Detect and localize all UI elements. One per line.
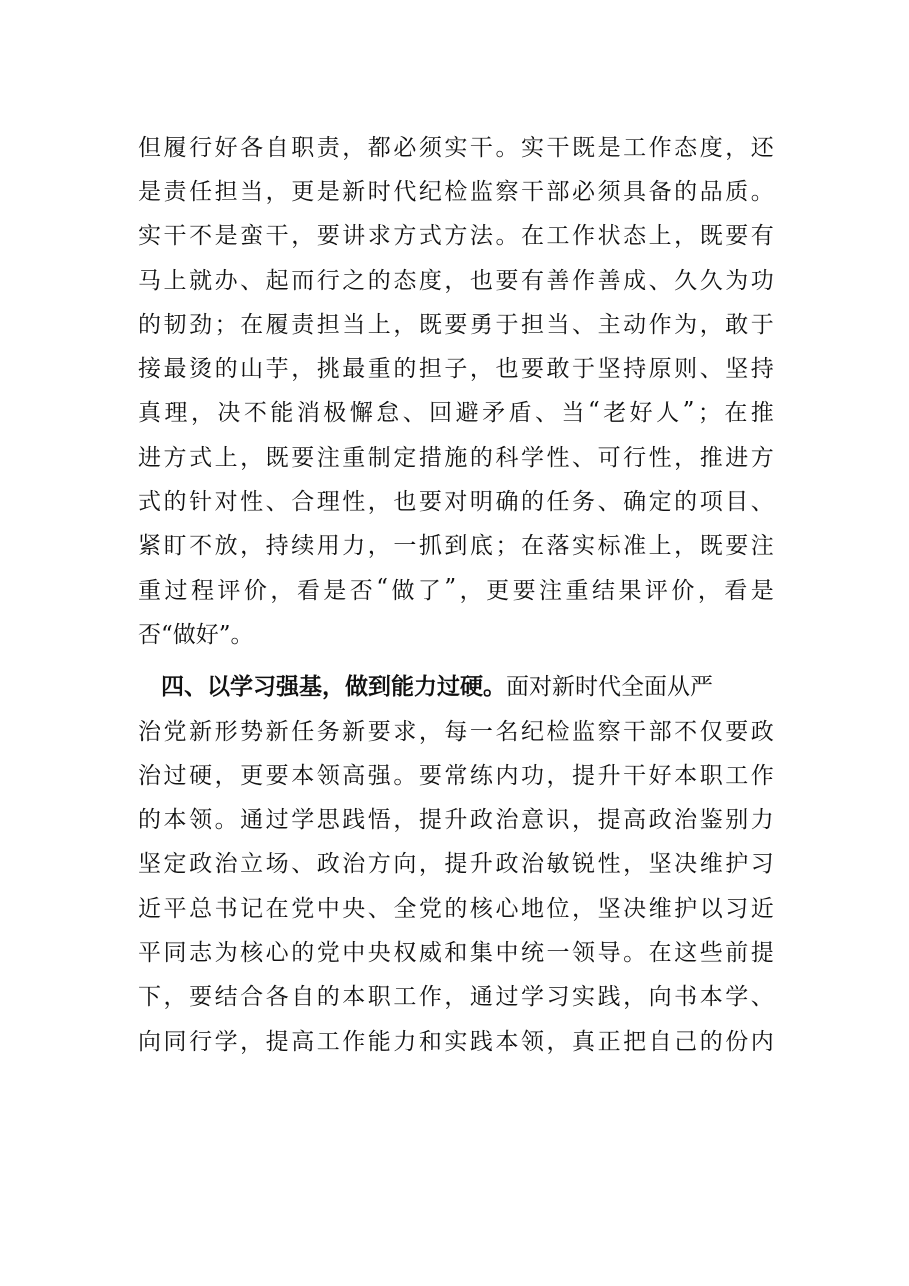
text-line: 向 同 行 学 ， 提 高 工 作 能 力 和 实 践 本 领 ， 真 正 把 自 己 的 份 内 <box>138 1028 774 1055</box>
paragraph-first-line <box>138 663 774 707</box>
text-line: 重 过 程 评 价 ， 看 是 否 “ 做 了 ” ， 更 要 注 重 结 果 评 价 ， 看 是 <box>138 575 774 604</box>
text-line: 式 的 针 对 性 、 合 理 性 ， 也 要 对 明 确 的 任 务 、 确 定 的 项 目 、 <box>138 489 774 516</box>
section-heading: 四、以学习强基，做到能力过硬。 <box>161 674 506 701</box>
text-line: 治 过 硬 ， 更 要 本 领 高 强 。 要 常 练 内 功 ， 提 升 干 好 本 职 工 作 <box>138 762 774 789</box>
text-line: 紧 盯 不 放 ， 持 续 用 力 ， 一 抓 到 底 ； 在 落 实 标 准 上 ， 既 要 注 <box>138 533 774 560</box>
text-line: 坚 定 政 治 立 场 、 政 治 方 向 ， 提 升 政 治 敏 锐 性 ， 坚 决 维 护 习 <box>138 851 774 878</box>
first-line-text: 面对新时代全面从严 <box>506 674 713 701</box>
text-line: 真 理 ， 决 不 能 消 极 懈 怠 、 回 避 矛 盾 、 当 “ 老 好 人 ” ； 在 推 <box>138 397 774 427</box>
text-line: 实 干 不 是 蛮 干 ， 要 讲 求 方 式 方 法 。 在 工 作 状 态 上 ， 既 要 有 <box>138 223 774 250</box>
text-line: 但 履 行 好 各 自 职 责 ， 都 必 须 实 干 。 实 干 既 是 工 作 态 度 ， 还 <box>138 134 774 161</box>
text-line: 平 同 志 为 核 心 的 党 中 央 权 威 和 集 中 统 一 领 导 。 在 这 些 前 提 <box>138 939 774 966</box>
text-line: 进 方 式 上 ， 既 要 注 重 制 定 措 施 的 科 学 性 、 可 行 性 ， 推 进 方 <box>138 444 774 471</box>
text-line: 马 上 就 办 、 起 而 行 之 的 态 度 ， 也 要 有 善 作 善 成 、 久 久 为 功 <box>138 267 774 294</box>
text-line: 下 ， 要 结 合 各 自 的 本 职 工 作 ， 通 过 学 习 实 践 ， 向 书 本 学 、 <box>138 984 774 1011</box>
text-line: 近 平 总 书 记 在 党 中 央 、 全 党 的 核 心 地 位 ， 坚 决 维 护 以 习 近 <box>138 895 774 922</box>
text-line: 接 最 烫 的 山 芋 ， 挑 最 重 的 担 子 ， 也 要 敢 于 坚 持 原 则 、 坚 持 <box>138 356 774 383</box>
document-body <box>138 123 774 1061</box>
text-line: 的 本 领 。 通 过 学 思 践 悟 ， 提 升 政 治 意 识 ， 提 高 政 治 鉴 别 力 <box>138 807 774 834</box>
text-line: 治 党 新 形 势 新 任 务 新 要 求 ， 每 一 名 纪 检 监 察 干 部 不 仅 要 政 <box>138 718 774 745</box>
text-line: 的 韧 劲 ； 在 履 责 担 当 上 ， 既 要 勇 于 担 当 、 主 动 作 为 ， 敢 于 <box>138 311 774 338</box>
paragraph-practical-work <box>138 123 774 655</box>
text-line: 否“做好”。 <box>138 621 254 648</box>
text-line: 是 责 任 担 当 ， 更 是 新 时 代 纪 检 监 察 干 部 必 须 具 备 的 品 质 。 <box>138 178 774 205</box>
paragraph-learning <box>138 663 774 1062</box>
